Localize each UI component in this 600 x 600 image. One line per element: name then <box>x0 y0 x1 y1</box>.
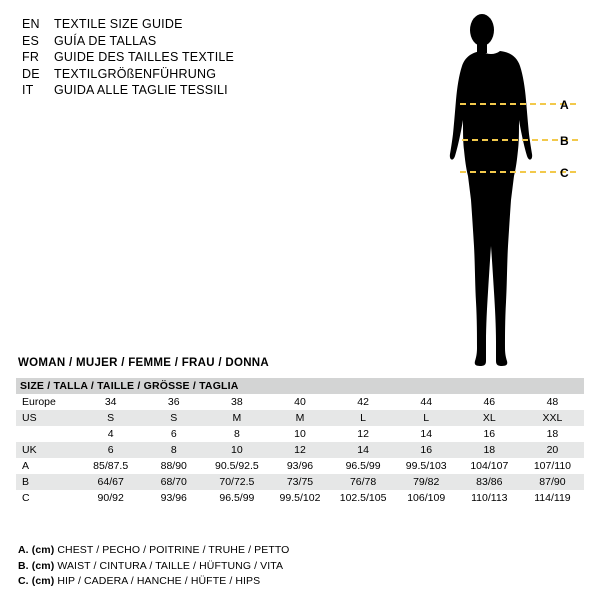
cell: 114/119 <box>521 490 584 506</box>
cell: 42 <box>332 394 395 410</box>
table-row <box>16 442 584 458</box>
language-code-en: EN <box>22 17 40 31</box>
cell: 18 <box>521 426 584 442</box>
note-c-key: C. (cm) <box>18 575 55 587</box>
cell: 99.5/103 <box>395 458 458 474</box>
language-title-en: TEXTILE SIZE GUIDE <box>54 17 183 31</box>
cell: 70/72.5 <box>205 474 268 490</box>
cell: 10 <box>205 442 268 458</box>
cell: 107/110 <box>521 458 584 474</box>
language-code-fr: FR <box>22 50 40 64</box>
note-a <box>18 543 289 559</box>
cell: 16 <box>458 426 521 442</box>
cell: 6 <box>79 442 142 458</box>
cell: 10 <box>268 426 331 442</box>
section-heading: WOMAN / MUJER / FEMME / FRAU / DONNA <box>18 357 270 369</box>
cell: 102.5/105 <box>332 490 395 506</box>
note-b-key: B. (cm) <box>18 559 55 572</box>
cell: 64/67 <box>79 474 142 490</box>
language-title-es: GUÍA DE TALLAS <box>54 33 157 48</box>
measure-label-c: C <box>560 166 569 180</box>
row-label-us-numeric <box>16 426 79 442</box>
cell: 20 <box>521 442 584 458</box>
cell: 90/92 <box>79 490 142 506</box>
table-header-row <box>16 378 584 394</box>
note-c-text: HIP / CADERA / HANCHE / HÜFTE / HIPS <box>57 575 261 587</box>
row-label-b: B <box>16 474 79 490</box>
cell: 16 <box>395 442 458 458</box>
cell: 68/70 <box>142 474 205 490</box>
size-table <box>16 378 584 506</box>
cell: 46 <box>458 394 521 410</box>
measure-label-group <box>560 8 590 368</box>
cell: M <box>205 410 268 426</box>
language-title-it: GUIDA ALLE TAGLIE TESSILI <box>54 83 228 97</box>
cell: 14 <box>395 426 458 442</box>
row-label-c: C <box>16 490 79 506</box>
row-label-uk: UK <box>16 442 79 458</box>
cell: L <box>332 410 395 426</box>
table-row <box>16 458 584 474</box>
table-row <box>16 394 584 410</box>
size-table-wrapper <box>16 378 584 506</box>
language-code-it: IT <box>22 83 34 97</box>
table-row <box>16 426 584 442</box>
cell: 4 <box>79 426 142 442</box>
cell: 93/96 <box>268 458 331 474</box>
cell: 12 <box>268 442 331 458</box>
cell: S <box>79 410 142 426</box>
cell: 38 <box>205 394 268 410</box>
cell: 90.5/92.5 <box>205 458 268 474</box>
language-row-de <box>22 66 322 83</box>
row-label-a: A <box>16 458 79 474</box>
cell: 96.5/99 <box>332 458 395 474</box>
cell: 34 <box>79 394 142 410</box>
cell: 36 <box>142 394 205 410</box>
cell: S <box>142 410 205 426</box>
measurement-notes <box>18 543 289 590</box>
cell: 8 <box>205 426 268 442</box>
cell: 8 <box>142 442 205 458</box>
cell: 96.5/99 <box>205 490 268 506</box>
language-titles <box>22 16 322 99</box>
note-a-text: CHEST / PECHO / POITRINE / TRUHE / PETTO <box>57 544 290 556</box>
cell: 87/90 <box>521 474 584 490</box>
cell: 79/82 <box>395 474 458 490</box>
table-row <box>16 474 584 490</box>
table-header-label: SIZE / TALLA / TAILLE / GRÖSSE / TAGLIA <box>16 378 584 394</box>
cell: L <box>395 410 458 426</box>
note-a-key: A. (cm) <box>18 544 55 556</box>
table-row <box>16 490 584 506</box>
language-row-es <box>22 33 322 50</box>
row-label-europe: Europe <box>16 394 79 410</box>
figure-illustration <box>420 8 590 368</box>
cell: 106/109 <box>395 490 458 506</box>
cell: 48 <box>521 394 584 410</box>
measure-label-b: B <box>560 134 569 148</box>
cell: 18 <box>458 442 521 458</box>
cell: 40 <box>268 394 331 410</box>
cell: 85/87.5 <box>79 458 142 474</box>
cell: 14 <box>332 442 395 458</box>
note-b <box>18 559 289 575</box>
note-b-text: WAIST / CINTURA / TAILLE / HÜFTUNG / VITA <box>57 559 284 572</box>
cell: 44 <box>395 394 458 410</box>
cell: 93/96 <box>142 490 205 506</box>
language-row-it <box>22 82 322 99</box>
language-code-es: ES <box>22 33 40 48</box>
language-row-en <box>22 16 322 33</box>
cell: 110/113 <box>458 490 521 506</box>
note-c <box>18 574 289 590</box>
cell: 6 <box>142 426 205 442</box>
table-row <box>16 410 584 426</box>
cell: 73/75 <box>268 474 331 490</box>
cell: 83/86 <box>458 474 521 490</box>
measure-label-a: A <box>560 98 569 112</box>
cell: XL <box>458 410 521 426</box>
cell: 12 <box>332 426 395 442</box>
cell: 88/90 <box>142 458 205 474</box>
language-title-de: TEXTILGRÖßENFÜHRUNG <box>54 66 217 81</box>
cell: 76/78 <box>332 474 395 490</box>
language-title-fr: GUIDE DES TAILLES TEXTILE <box>54 50 235 64</box>
cell: M <box>268 410 331 426</box>
language-row-fr <box>22 49 322 66</box>
language-code-de: DE <box>22 66 40 81</box>
cell: XXL <box>521 410 584 426</box>
cell: 104/107 <box>458 458 521 474</box>
row-label-us: US <box>16 410 79 426</box>
cell: 99.5/102 <box>268 490 331 506</box>
